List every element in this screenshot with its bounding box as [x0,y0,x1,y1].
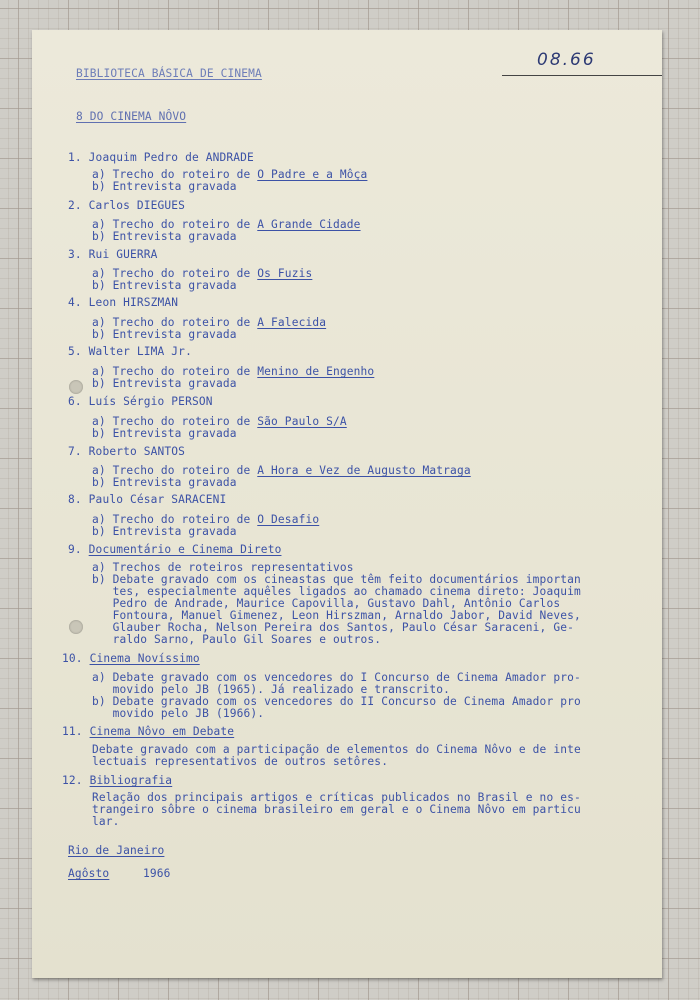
item-line-text: a) Trecho do roteiro de [92,464,258,477]
item-heading [68,152,254,164]
item-number: 5. [68,345,82,358]
film-title: O Padre e a Môça [257,168,368,181]
item-line-text: b) Entrevista gravada [92,328,237,341]
item-title: Bibliografia [89,774,173,787]
item-line-text: movido pelo JB (1965). Já realizado e transcrito. [92,683,451,696]
item-heading [62,653,200,665]
item-line-text: a) Trecho do roteiro de [92,415,258,428]
item-number: 3. [68,248,82,261]
item-line-text: a) Trecho do roteiro de [92,513,258,526]
item-line-text: a) Trecho do roteiro de [92,218,258,231]
item-line-text: lectuais representativos de outros setôres. [92,755,389,768]
item-line-text: trangeiro sôbre o cinema brasileiro em geral e o Cinema Nôvo em particu [92,803,581,816]
item-line-text: tes, especialmente aquêles ligados ao chamado cinema direto: Joaquim [92,585,581,598]
item-line-text: b) Entrevista gravada [92,230,237,243]
item-line-text: Fontoura, Manuel Gimenez, Leon Hirszman, Arnaldo Jabor, David Neves, [92,609,581,622]
item-heading [68,297,178,309]
item-line-text: b) Debate gravado com os cineastas que têm feito documentários importan [92,573,581,586]
item-heading [68,396,213,408]
item-number: 11. [62,725,83,738]
item-line [92,280,237,292]
item-title: Walter LIMA Jr. [88,345,192,358]
film-title: Os Fuzis [257,267,313,280]
item-title: Luís Sérgio PERSON [88,395,213,408]
item-line [92,428,237,440]
item-title: Carlos DIEGUES [88,199,186,212]
item-number: 7. [68,445,82,458]
item-heading [68,494,226,506]
item-title: Roberto SANTOS [88,445,186,458]
item-number: 12. [62,774,83,787]
item-line-text: b) Debate gravado com os vencedores do II Concurso de Cinema Amador pro [92,695,581,708]
item-line [92,181,237,193]
item-line [92,804,581,816]
item-heading [68,446,185,458]
item-heading [68,249,158,261]
item-line [92,329,237,341]
item-line-text: b) Entrevista gravada [92,180,237,193]
item-line [92,708,264,720]
item-line-text: movido pelo JB (1966). [92,707,265,720]
library-heading: BIBLIOTECA BÁSICA DE CINEMA [76,67,262,80]
item-line-text: b) Entrevista gravada [92,525,237,538]
item-heading [62,775,172,787]
item-line-text: Glauber Rocha, Nelson Pereira dos Santos, Paulo César Saraceni, Ge- [92,621,574,634]
item-number: 6. [68,395,82,408]
item-line-text: a) Trecho do roteiro de [92,316,258,329]
item-line-text: b) Entrevista gravada [92,377,237,390]
item-title: Cinema Novíssimo [89,652,200,665]
item-line [92,526,237,538]
item-number: 10. [62,652,83,665]
film-title: O Desafio [257,513,320,526]
handwritten-date-code: 08.66 [537,50,596,70]
item-line-text: Pedro de Andrade, Maurice Capovilla, Gustavo Dahl, Antônio Carlos [92,597,561,610]
item-line [92,477,237,489]
item-heading [68,346,192,358]
date-underline [502,75,662,76]
item-line [92,231,237,243]
film-title: A Grande Cidade [257,218,361,231]
item-line-text: a) Trecho do roteiro de [92,168,258,181]
film-title: A Falecida [257,316,327,329]
item-line-text: a) Trecho do roteiro de [92,365,258,378]
item-heading [62,726,234,738]
item-line-text: Debate gravado com a participação de elementos do Cinema Nôvo e de inte [92,743,581,756]
document-title: 8 DO CINEMA NÔVO [76,110,187,123]
item-line-text: Relação dos principais artigos e críticas publicados no Brasil e no es- [92,791,581,804]
item-line-text: a) Trecho do roteiro de [92,267,258,280]
film-title: A Hora e Vez de Augusto Matraga [257,464,471,477]
item-number: 8. [68,493,82,506]
item-line [92,816,120,828]
item-title: Paulo César SARACENI [88,493,227,506]
item-title: Documentário e Cinema Direto [88,543,282,556]
item-line-text: a) Trechos de roteiros representativos [92,561,354,574]
item-line-text: raldo Sarno, Paulo Gil Soares e outros. [92,633,382,646]
item-title: Rui GUERRA [88,248,158,261]
punch-hole [69,380,83,394]
punch-hole [69,620,83,634]
item-number: 4. [68,296,82,309]
footer-year: 1966 [143,867,171,880]
item-title: Leon HIRSZMAN [88,296,179,309]
item-line-text: b) Entrevista gravada [92,476,237,489]
item-title: Joaquim Pedro de ANDRADE [88,151,254,164]
item-line-text: a) Debate gravado com os vencedores do I Concurso de Cinema Amador pro- [92,671,581,684]
item-number: 2. [68,199,82,212]
item-line-text: lar. [92,815,120,828]
item-line-text: b) Entrevista gravada [92,279,237,292]
item-line [92,378,237,390]
item-number: 1. [68,151,82,164]
item-line-text: b) Entrevista gravada [92,427,237,440]
item-number: 9. [68,543,82,556]
item-heading [68,544,281,556]
item-heading [68,200,185,212]
film-title: Menino de Engenho [257,365,375,378]
item-line [92,634,381,646]
footer-month: Agôsto [68,867,110,880]
film-title: São Paulo S/A [257,415,347,428]
item-title: Cinema Nôvo em Debate [89,725,235,738]
item-line [92,756,388,768]
footer-place: Rio de Janeiro [68,844,165,857]
document-sheet [32,30,662,978]
